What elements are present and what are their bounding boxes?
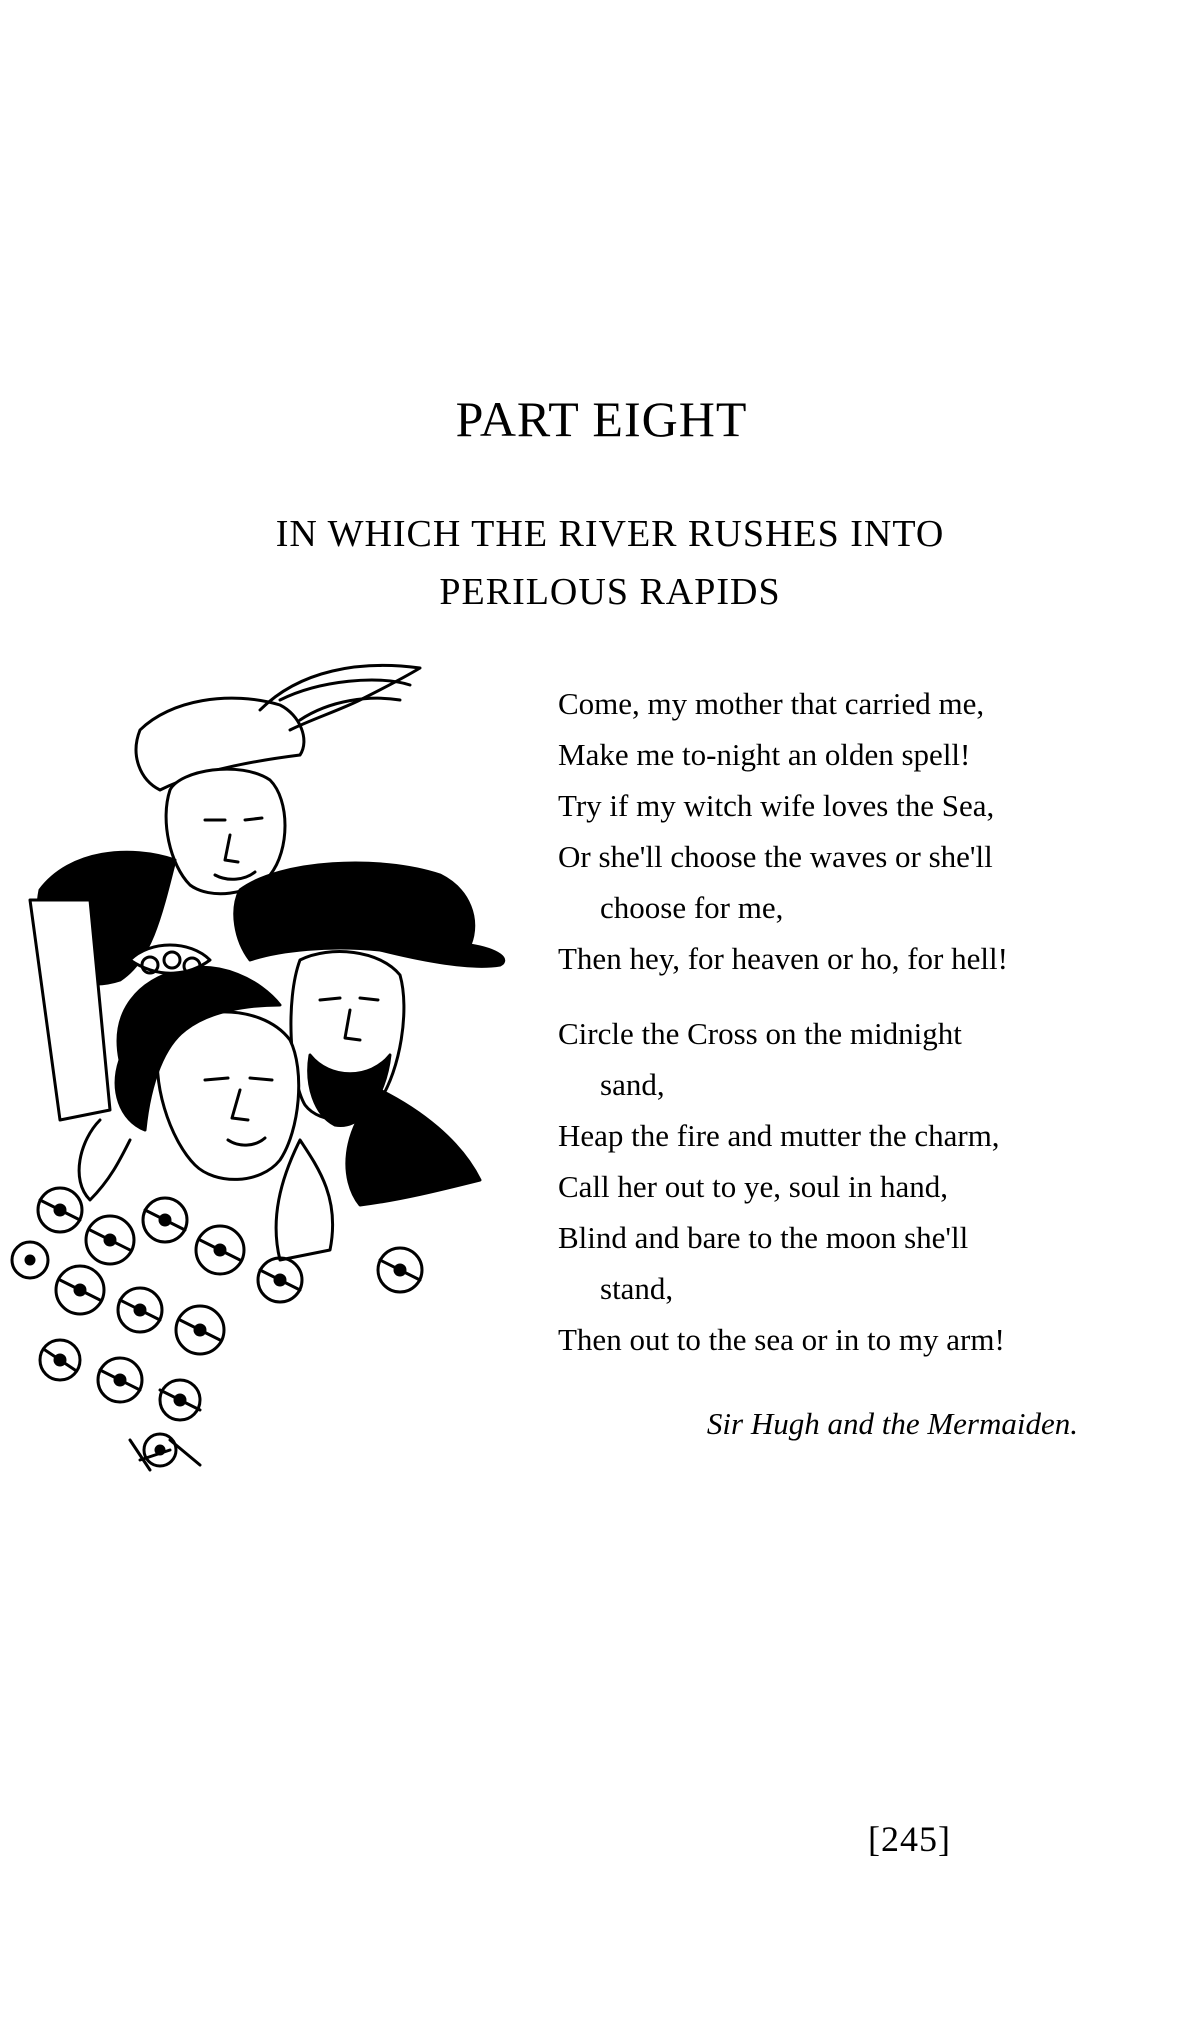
poem-line: Then out to the sea or in to my arm! [558,1322,1005,1357]
poem-line-continuation: choose for me, [600,890,784,925]
page-number: [245] [868,1819,951,1859]
poem-line-continuation: stand, [600,1271,674,1306]
poem-line: Try if my witch wife loves the Sea, [558,788,995,823]
poem-line: Then hey, for heaven or ho, for hell! [558,941,1008,976]
chapter-title-line-2: PERILOUS RAPIDS [439,571,781,613]
part-title: PART EIGHT [455,391,748,447]
poem-line: Come, my mother that carried me, [558,686,985,721]
poem-line-continuation: sand, [600,1067,665,1102]
poem-line: Circle the Cross on the midnight [558,1016,962,1051]
three-figures-with-flowers-illustration [0,660,520,1480]
poem [558,678,1078,1389]
poem-attribution: Sir Hugh and the Mermaiden. [706,1406,1078,1441]
poem-stanza-1 [558,678,1078,984]
poem-line: Make me to-night an olden spell! [558,737,971,772]
chapter-title [150,505,1070,621]
poem-line: Or she'll choose the waves or she'll [558,839,993,874]
poem-line: Call her out to ye, soul in hand, [558,1169,949,1204]
poem-line: Heap the fire and mutter the charm, [558,1118,1000,1153]
poem-line: Blind and bare to the moon she'll [558,1220,969,1255]
poem-stanza-2 [558,1008,1078,1365]
chapter-title-line-1: IN WHICH THE RIVER RUSHES INTO [275,513,945,555]
